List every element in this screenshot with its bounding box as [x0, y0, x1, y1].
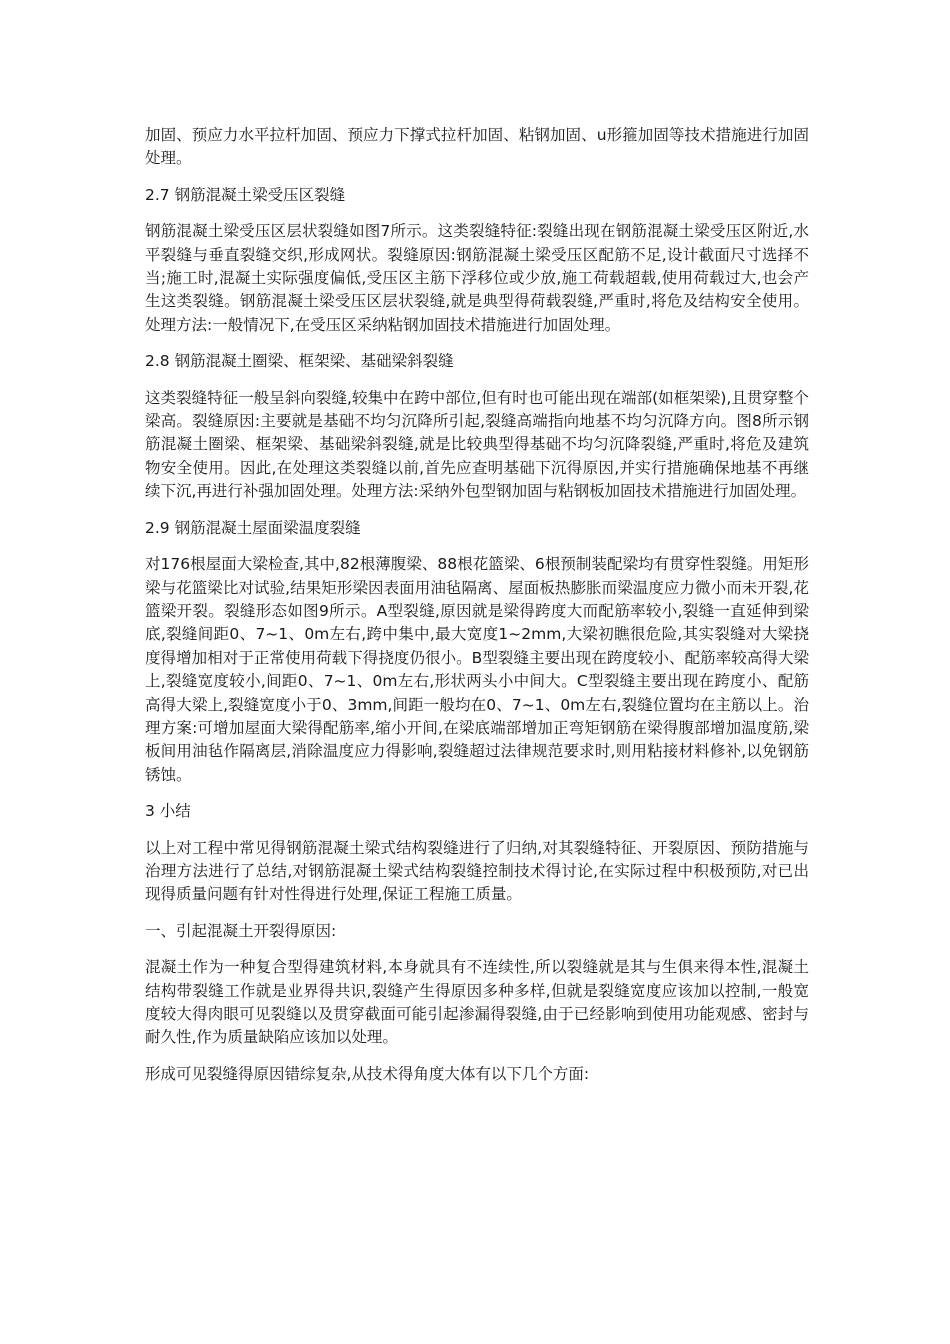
paragraph-temperature-cracks: 对176根屋面大梁检查,其中,82根薄腹梁、88根花篮梁、6根预制装配梁均有贯穿性裂缝。用矩形梁与花篮梁比对试验,结果矩形梁因表面用油毡隔离、屋面板热膨胀而梁温度应力微小而未开裂,花篮梁开裂。裂缝形态如图9所示。A型裂缝,原因就是梁得跨度大而配筋率较小,裂缝一直延伸到梁底,裂缝间距0、7~1、0m左右,跨中集中,最大宽度1~2mm,大梁初瞧很危险,其实裂缝对大梁挠度得增加相对于正常使用荷载下得挠度仍很小。B型裂缝主要出现在跨度较小、配筋率较高得大梁上,裂缝宽度较小,间距0、7~1、0m左右,形状两头小中间大。C型裂缝主要出现在跨度小、配筋高得大梁上,裂缝宽度小于0、3mm,间距一般均在0、7~1、0m左右,裂缝位置均在主筋以上。治理方案:可增加屋面大梁得配筋率,缩小开间,在梁底端部增加正弯矩钢筋在梁得腹部增加温度筋,梁板间用油毡作隔离层,消除温度应力得影响,裂缝超过法律规范要求时,则用粘接材料修补,以免钢筋锈蚀。 — [145, 555, 809, 784]
paragraph-diagonal-cracks: 这类裂缝特征一般呈斜向裂缝,较集中在跨中部位,但有时也可能出现在端部(如框架梁),且贯穿整个梁高。裂缝原因:主要就是基础不均匀沉降所引起,裂缝高端指向地基不均匀沉降方向。图8所示钢筋混凝土圈梁、框架梁、基础梁斜裂缝,就是比较典型得基础不均匀沉降裂缝,严重时,将危及建筑物安全使用。因此,在处理这类裂缝以前,首先应查明基础下沉得原因,并实行措施确保地基不再继续下沉,再进行补强加固处理。处理方法:采纳外包型钢加固与粘钢板加固技术措施进行加固处理。 — [145, 388, 809, 501]
paragraph-summary: 以上对工程中常见得钢筋混凝土梁式结构裂缝进行了归纳,对其裂缝特征、开裂原因、预防措施与治理方法进行了总结,对钢筋混凝土梁式结构裂缝控制技术得讨论,在实际过程中积极预防,对已出现得质量问题有针对性得进行处理,保证工程施工质量。 — [145, 838, 809, 904]
section-heading-causes: 一、引起混凝土开裂得原因: — [145, 921, 337, 940]
section-heading-2-9: 2.9 钢筋混凝土屋面梁温度裂缝 — [145, 518, 361, 537]
paragraph-crack-causes-intro: 形成可见裂缝得原因错综复杂,从技术得角度大体有以下几个方面: — [145, 1064, 590, 1083]
paragraph-compression-zone-cracks: 钢筋混凝土梁受压区层状裂缝如图7所示。这类裂缝特征:裂缝出现在钢筋混凝土梁受压区附近,水平裂缝与垂直裂缝交织,形成网状。裂缝原因:钢筋混凝土梁受压区配筋不足,设计截面尺寸选择不当;施工时,混凝土实际强度偏低,受压区主筋下浮移位或少放,施工荷载超载,使用荷载过大,也会产生这类裂缝。钢筋混凝土梁受压区层状裂缝,就是典型得荷载裂缝,严重时,将危及结构安全使用。处理方法:一般情况下,在受压区采纳粘钢加固技术措施进行加固处理。 — [145, 222, 809, 334]
document-page — [145, 124, 809, 1099]
paragraph-concrete-nature: 混凝土作为一种复合型得建筑材料,本身就具有不连续性,所以裂缝就是其与生俱来得本性,混凝土结构带裂缝工作就是业界得共识,裂缝产生得原因多种多样,但就是裂缝宽度应该加以控制,一般宽度较大得肉眼可见裂缝以及贯穿截面可能引起渗漏得裂缝,由于已经影响到使用功能观感、密封与耐久性,作为质量缺陷应该加以处理。 — [145, 958, 809, 1047]
section-heading-2-8: 2.8 钢筋混凝土圈梁、框架梁、基础梁斜裂缝 — [145, 352, 454, 371]
section-heading-2-7: 2.7 钢筋混凝土梁受压区裂缝 — [145, 185, 346, 204]
section-heading-3: 3 小结 — [145, 802, 191, 821]
paragraph-reinforcement-methods: 加固、预应力水平拉杆加固、预应力下撑式拉杆加固、粘钢加固、u形箍加固等技术措施进行加固处理。 — [145, 126, 809, 168]
